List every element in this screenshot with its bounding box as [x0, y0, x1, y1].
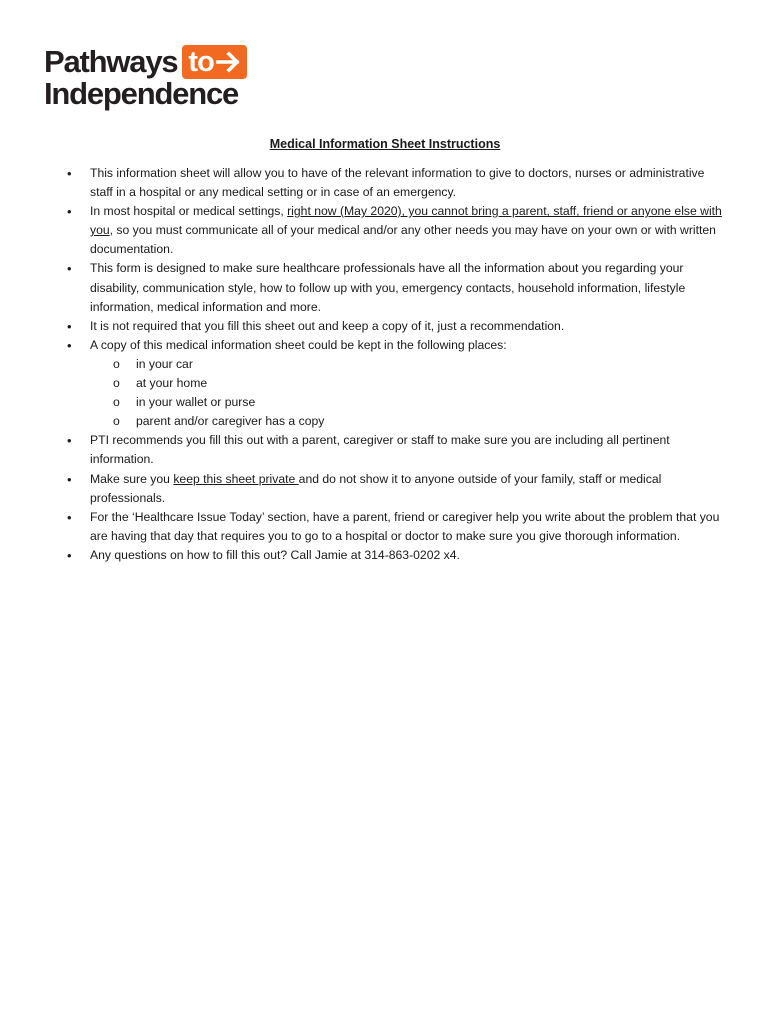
list-item: • This form is designed to make sure healthcare professionals have all the information about you regarding your disability, communication style, how to follow up with you, emergency contacts, household information, lifestyle information, medical information and more. — [90, 259, 730, 316]
list-item: • For the ‘Healthcare Issue Today’ section, have a parent, friend or caregiver help you write about the problem that you are having that day that requires you to go to a hospital or doctor to make sure you give thorough information. — [90, 508, 730, 546]
underlined-text: keep this sheet private — [173, 471, 299, 486]
instructions-content — [90, 164, 730, 565]
document-title: Medical Information Sheet Instructions — [269, 137, 501, 151]
pathways-to-independence-logo — [44, 44, 274, 114]
list-item: • PTI recommends you fill this out with a parent, caregiver or staff to make sure you are including all pertinent information. — [90, 431, 730, 469]
sub-list-item: o in your car — [136, 355, 730, 374]
list-item: • Make sure you keep this sheet private and do not show it to anyone outside of your family, staff or medical professionals. — [90, 470, 730, 508]
list-item: • This information sheet will allow you to have of the relevant information to give to doctors, nurses or administrative staff in a hospital or any medical setting or in case of an emergency. — [90, 164, 730, 202]
sub-list-item: o in your wallet or purse — [136, 393, 730, 412]
logo-word-pathways: Pathways — [44, 44, 178, 79]
logo-word-independence: Independence — [44, 76, 239, 111]
instructions-list — [90, 164, 730, 565]
arrow-right-icon — [216, 51, 242, 73]
storage-locations-list — [90, 355, 730, 431]
sub-list-item: o at your home — [136, 374, 730, 393]
list-item: • Any questions on how to fill this out? Call Jamie at 314-863-0202 x4. — [90, 546, 730, 565]
logo-word-to: to — [188, 46, 214, 78]
list-item: • A copy of this medical information sheet could be kept in the following places: o in your car o at your home o in your wallet or purse o parent and/or caregiver has a copy — [90, 336, 730, 431]
logo-line-1 — [44, 44, 247, 80]
sub-list-item: o parent and/or caregiver has a copy — [136, 412, 730, 431]
logo-to-box — [182, 45, 246, 79]
list-item: • It is not required that you fill this sheet out and keep a copy of it, just a recommendation. — [90, 317, 730, 336]
list-item: • In most hospital or medical settings, right now (May 2020), you cannot bring a parent, staff, friend or anyone else with you, so you must communicate all of your medical and/or any other needs you may have on your own or with written documentation. — [90, 202, 730, 259]
underlined-text: right now (May 2020), you cannot bring a parent, staff, friend or anyone else with you — [90, 204, 722, 238]
